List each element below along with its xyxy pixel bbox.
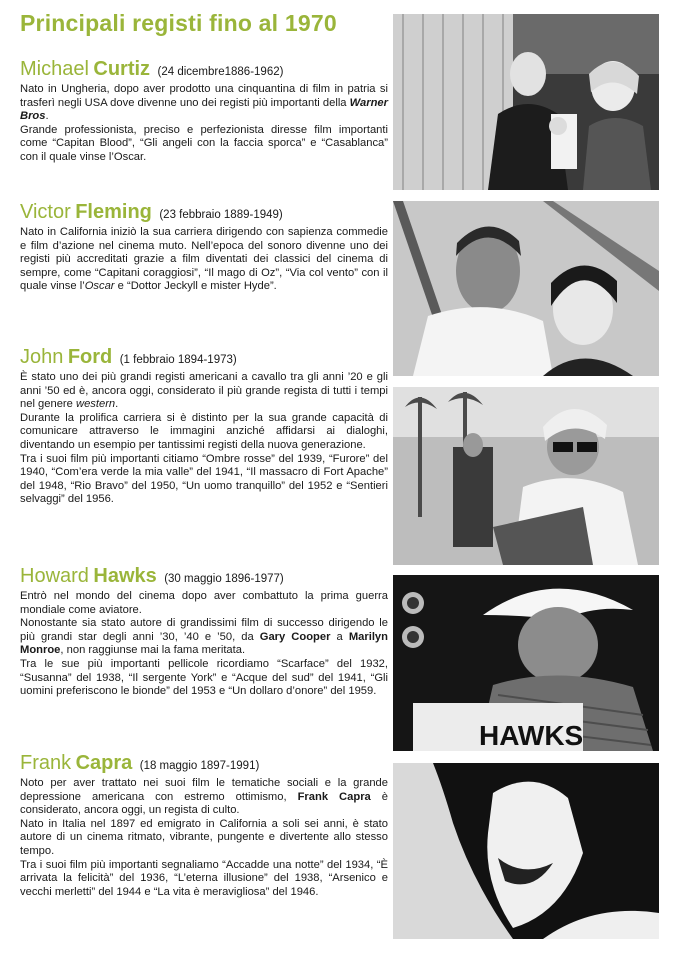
bio-text: Tra i suoi film più importanti segnaliamo “Accadde una notte” del 1934, “È arrivata la felicità” del 1936, “L’eterna illusione” del 1938, “Arsenico e vecchi merletti” del 1944 e “La vita è meravigliosa” del 1946. bbox=[20, 858, 388, 898]
director-heading bbox=[20, 58, 388, 80]
photo-capra bbox=[393, 763, 659, 939]
director-bio bbox=[20, 777, 388, 899]
bio-text: , non raggiunse mai la fama meritata. bbox=[60, 644, 246, 657]
photo-fleming bbox=[393, 201, 659, 376]
director-heading bbox=[20, 565, 388, 587]
director-bio bbox=[20, 590, 388, 699]
bio-text: Nato in California iniziò la sua carriera dirigendo con sapienza commedie e film d’azione nel cinema muto. Nell’epoca del sonoro divenne uno dei registi più accreditati grazie a film diventati dei classici del cinema di sempre, come “Capitani coraggiosi”, “Il mago di Oz”, “Via col vento” con il quale vinse l’ bbox=[20, 226, 388, 293]
director-first-name: Michael bbox=[20, 58, 89, 80]
director-bio bbox=[20, 371, 388, 507]
bio-paragraph bbox=[20, 617, 388, 658]
bio-text: e “Dottor Jeckyll e mister Hyde”. bbox=[114, 280, 277, 293]
director-dates: (1 febbraio 1894-1973) bbox=[119, 354, 237, 366]
page-title: Principali registi fino al 1970 bbox=[20, 10, 337, 36]
director-dates: (18 maggio 1897-1991) bbox=[139, 760, 260, 772]
bio-paragraph bbox=[20, 226, 388, 294]
director-entry-ford bbox=[20, 346, 388, 507]
bio-text: Noto per aver trattato nei suoi film le tematiche sociali e la grande depressione americana con estremo ottimismo, bbox=[20, 777, 388, 803]
photo-ford bbox=[393, 387, 659, 565]
director-entry-fleming bbox=[20, 201, 388, 294]
bio-emphasis: Warner Bros bbox=[20, 96, 388, 123]
bio-paragraph bbox=[20, 412, 388, 453]
bio-paragraph bbox=[20, 590, 388, 617]
bio-text: Nato in Ungheria, dopo aver prodotto una cinquantina di film in patria si trasferì negli USA dove divenne uno dei registi più importanti della bbox=[20, 83, 388, 109]
bio-text: . bbox=[45, 110, 49, 123]
photo-curtiz bbox=[393, 14, 659, 190]
bio-emphasis: Oscar bbox=[84, 280, 115, 293]
director-bio bbox=[20, 226, 388, 294]
director-first-name: John bbox=[20, 346, 64, 368]
bio-emphasis: western bbox=[75, 398, 116, 411]
bio-paragraph bbox=[20, 859, 388, 900]
director-first-name: Howard bbox=[20, 565, 89, 587]
director-entry-hawks bbox=[20, 565, 388, 699]
bio-paragraph bbox=[20, 83, 388, 124]
bio-paragraph bbox=[20, 124, 388, 165]
director-first-name: Victor bbox=[20, 201, 71, 223]
photo-hawks bbox=[393, 575, 659, 751]
bio-text: Tra i suoi film più importanti citiamo “Ombre rosse” del 1939, “Furore” del 1940, “Com’era verde la mia valle” del 1941, “Il massacro di Fort Apache” del 1948, “Rio Bravo” del 1950, “Un uomo tranquillo” del 1952 e “Sentieri selvaggi” del 1956. bbox=[20, 452, 388, 506]
chair-label-hawks: HAWKS bbox=[479, 720, 584, 751]
bio-paragraph bbox=[20, 453, 388, 507]
director-last-name: Capra bbox=[75, 752, 133, 774]
bio-text: Nato in Italia nel 1897 ed emigrato in California a soli sei anni, è stato autore di un cinema ritmato, vibrante, pungente e divertente allo stesso tempo. bbox=[20, 817, 388, 857]
bio-text: Durante la prolifica carriera si è distinto per la sua grande capacità di comunicare attraverso le immagini anziché affidarsi ai dialoghi, diventando un esempio per tantissimi registi della nuova generazione. bbox=[20, 411, 388, 451]
director-entry-capra bbox=[20, 752, 388, 899]
bio-text: è considerato, ancora oggi, un regista di culto. bbox=[20, 790, 388, 817]
bio-emphasis: Frank Capra bbox=[297, 790, 371, 803]
bio-text: Grande professionista, preciso e perfezionista diresse film importanti come “Capitan Blood”, “Gli angeli con la faccia sporca” e “Casablanca” con il quale vinse l’Oscar. bbox=[20, 123, 388, 163]
bio-paragraph bbox=[20, 818, 388, 859]
bio-text: È stato uno dei più grandi registi americani a cavallo tra gli anni ’20 e gli anni ’50 ed è, ancora oggi, considerato il più grande regista di tutti i tempi nel genere bbox=[20, 371, 388, 411]
bio-text: Nonostante sia stato autore di grandissimi film di successo dirigendo le più grandi star degli anni ’30, ’40 e ’50, da bbox=[20, 617, 388, 643]
bio-paragraph bbox=[20, 371, 388, 412]
director-last-name: Ford bbox=[67, 346, 113, 368]
bio-text: Entrò nel mondo del cinema dopo aver combattuto la prima guerra mondiale come aviatore. bbox=[20, 590, 388, 616]
director-bio bbox=[20, 83, 388, 165]
bio-emphasis: Gary Cooper bbox=[259, 630, 331, 643]
director-last-name: Curtiz bbox=[93, 58, 151, 80]
director-heading bbox=[20, 346, 388, 368]
bio-paragraph bbox=[20, 777, 388, 818]
director-dates: (30 maggio 1896-1977) bbox=[164, 573, 284, 585]
bio-paragraph bbox=[20, 658, 388, 699]
director-entry-curtiz bbox=[20, 58, 388, 165]
director-last-name: Hawks bbox=[93, 565, 157, 587]
bio-text: . bbox=[115, 398, 119, 411]
bio-text: a bbox=[330, 630, 349, 643]
director-heading bbox=[20, 201, 388, 223]
director-last-name: Fleming bbox=[75, 201, 152, 223]
director-first-name: Frank bbox=[20, 752, 72, 774]
director-dates: (24 dicembre1886-1962) bbox=[157, 66, 284, 78]
director-heading bbox=[20, 752, 388, 774]
bio-text: Tra le sue più importanti pellicole ricordiamo “Scarface” del 1932, “Susanna” del 1938, “Il sergente York” e “Acque del sud” del 1941, “Gli uomini preferiscono le bionde” del 1953 e “Un dollaro d’onore” del 1959. bbox=[20, 657, 388, 698]
bio-emphasis: Marilyn Monroe bbox=[20, 630, 388, 657]
director-dates: (23 febbraio 1889-1949) bbox=[159, 209, 283, 221]
